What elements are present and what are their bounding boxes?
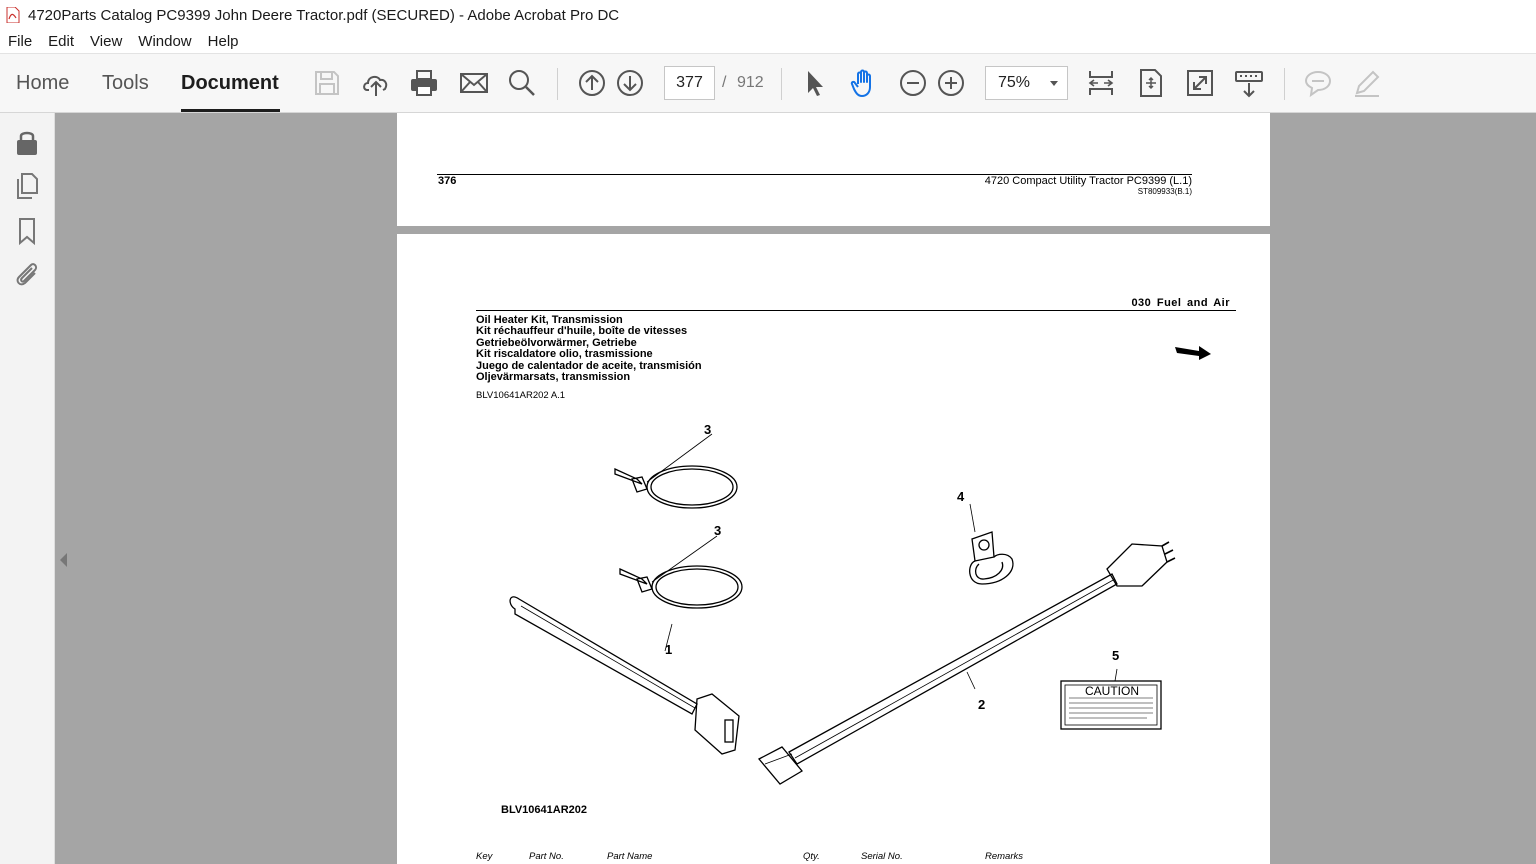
power-cord	[759, 747, 802, 784]
col-serial-no: Serial No.	[861, 851, 903, 862]
zoom-out-icon[interactable]	[898, 68, 928, 98]
title-de: Getriebeölvorwärmer, Getriebe	[476, 336, 637, 349]
part-group-titles	[476, 315, 702, 383]
left-navigation-rail	[0, 113, 55, 864]
callout-2: 2	[978, 697, 986, 712]
figure-id: BLV10641AR202	[501, 804, 588, 816]
full-screen-icon[interactable]	[1185, 68, 1215, 98]
tab-document[interactable]: Document	[181, 72, 279, 94]
bookmark-icon[interactable]	[12, 216, 42, 246]
section-rule	[476, 310, 1236, 311]
menu-help[interactable]: Help	[207, 33, 239, 50]
col-remarks: Remarks	[985, 851, 1024, 862]
col-qty: Qty.	[803, 851, 820, 862]
continue-arrow-icon	[1173, 343, 1213, 363]
print-icon[interactable]	[409, 68, 439, 98]
callout-3a: 3	[704, 422, 712, 437]
menu-view[interactable]: View	[90, 33, 123, 50]
scrolling-mode-icon[interactable]	[1086, 68, 1116, 98]
callout-5: 5	[1112, 648, 1120, 663]
select-cursor-icon[interactable]	[800, 68, 830, 98]
sign-pen-icon[interactable]	[1352, 68, 1382, 98]
lock-icon[interactable]	[12, 127, 42, 157]
toolbar-separator	[557, 68, 558, 100]
zoom-level-select[interactable]	[985, 66, 1068, 100]
parts-illustration	[497, 414, 1197, 794]
illustration-ref: BLV10641AR202 A.1	[476, 390, 566, 401]
page-number-input[interactable]: 377	[664, 66, 715, 100]
menu-window[interactable]: Window	[138, 33, 192, 50]
toolbar-separator	[1284, 68, 1285, 100]
title-fr: Kit réchauffeur d'huile, boîte de vitesses	[476, 325, 688, 338]
page-header-text: 4720 Compact Utility Tractor PC9399 (L.1)	[984, 175, 1192, 187]
read-mode-icon[interactable]	[1234, 68, 1264, 98]
title-en: Oil Heater Kit, Transmission	[476, 314, 623, 326]
toolbar-separator	[781, 68, 782, 100]
window-title: 4720Parts Catalog PC9399 John Deere Tractor.pdf (SECURED) - Adobe Acrobat Pro DC	[28, 6, 620, 24]
caution-label: CAUTION	[1085, 684, 1139, 698]
col-part-name: Part Name	[607, 851, 653, 862]
menu-edit[interactable]: Edit	[48, 33, 75, 50]
attachment-icon[interactable]	[12, 259, 42, 289]
pdf-page-376	[397, 113, 1270, 226]
hand-tool-icon[interactable]	[849, 68, 879, 98]
next-page-icon[interactable]	[615, 68, 645, 98]
section-heading: 030 Fuel and Air	[1131, 297, 1230, 309]
menu-bar	[0, 30, 1536, 54]
clamp	[972, 532, 994, 561]
chevron-down-icon	[1050, 81, 1058, 86]
pages-icon[interactable]	[12, 171, 42, 201]
menu-file[interactable]: File	[8, 33, 33, 50]
page-separator: /	[722, 74, 727, 91]
page-total: 912	[737, 74, 764, 91]
cloud-upload-icon[interactable]	[361, 68, 391, 98]
title-it: Kit riscaldatore olio, trasmissione	[476, 348, 653, 361]
zoom-in-icon[interactable]	[936, 68, 966, 98]
callout-1: 1	[665, 642, 673, 657]
col-part-no: Part No.	[529, 851, 564, 862]
page-number: 376	[438, 175, 457, 187]
main-toolbar	[0, 54, 1536, 113]
callout-3b: 3	[714, 523, 722, 538]
comment-icon[interactable]	[1303, 68, 1333, 98]
tab-tools[interactable]: Tools	[102, 72, 149, 94]
active-tab-indicator	[181, 109, 280, 112]
zoom-level-value: 75%	[998, 74, 1031, 91]
collapse-panel-arrow-icon[interactable]	[60, 553, 67, 567]
callout-4: 4	[957, 489, 965, 504]
previous-page-icon[interactable]	[577, 68, 607, 98]
save-icon[interactable]	[312, 68, 342, 98]
pdf-page-377	[397, 234, 1270, 864]
fit-page-icon[interactable]	[1136, 68, 1166, 98]
tab-home[interactable]: Home	[16, 72, 70, 94]
col-key: Key	[476, 851, 493, 862]
title-bar	[0, 0, 1536, 30]
email-icon[interactable]	[459, 68, 489, 98]
title-sv: Oljevärmarsats, transmission	[476, 371, 631, 384]
page-ref-code: ST809933(B.1)	[1137, 187, 1192, 196]
title-es: Juego de calentador de aceite, transmisión	[476, 359, 702, 372]
search-icon[interactable]	[507, 68, 537, 98]
pdf-file-icon	[6, 7, 20, 23]
